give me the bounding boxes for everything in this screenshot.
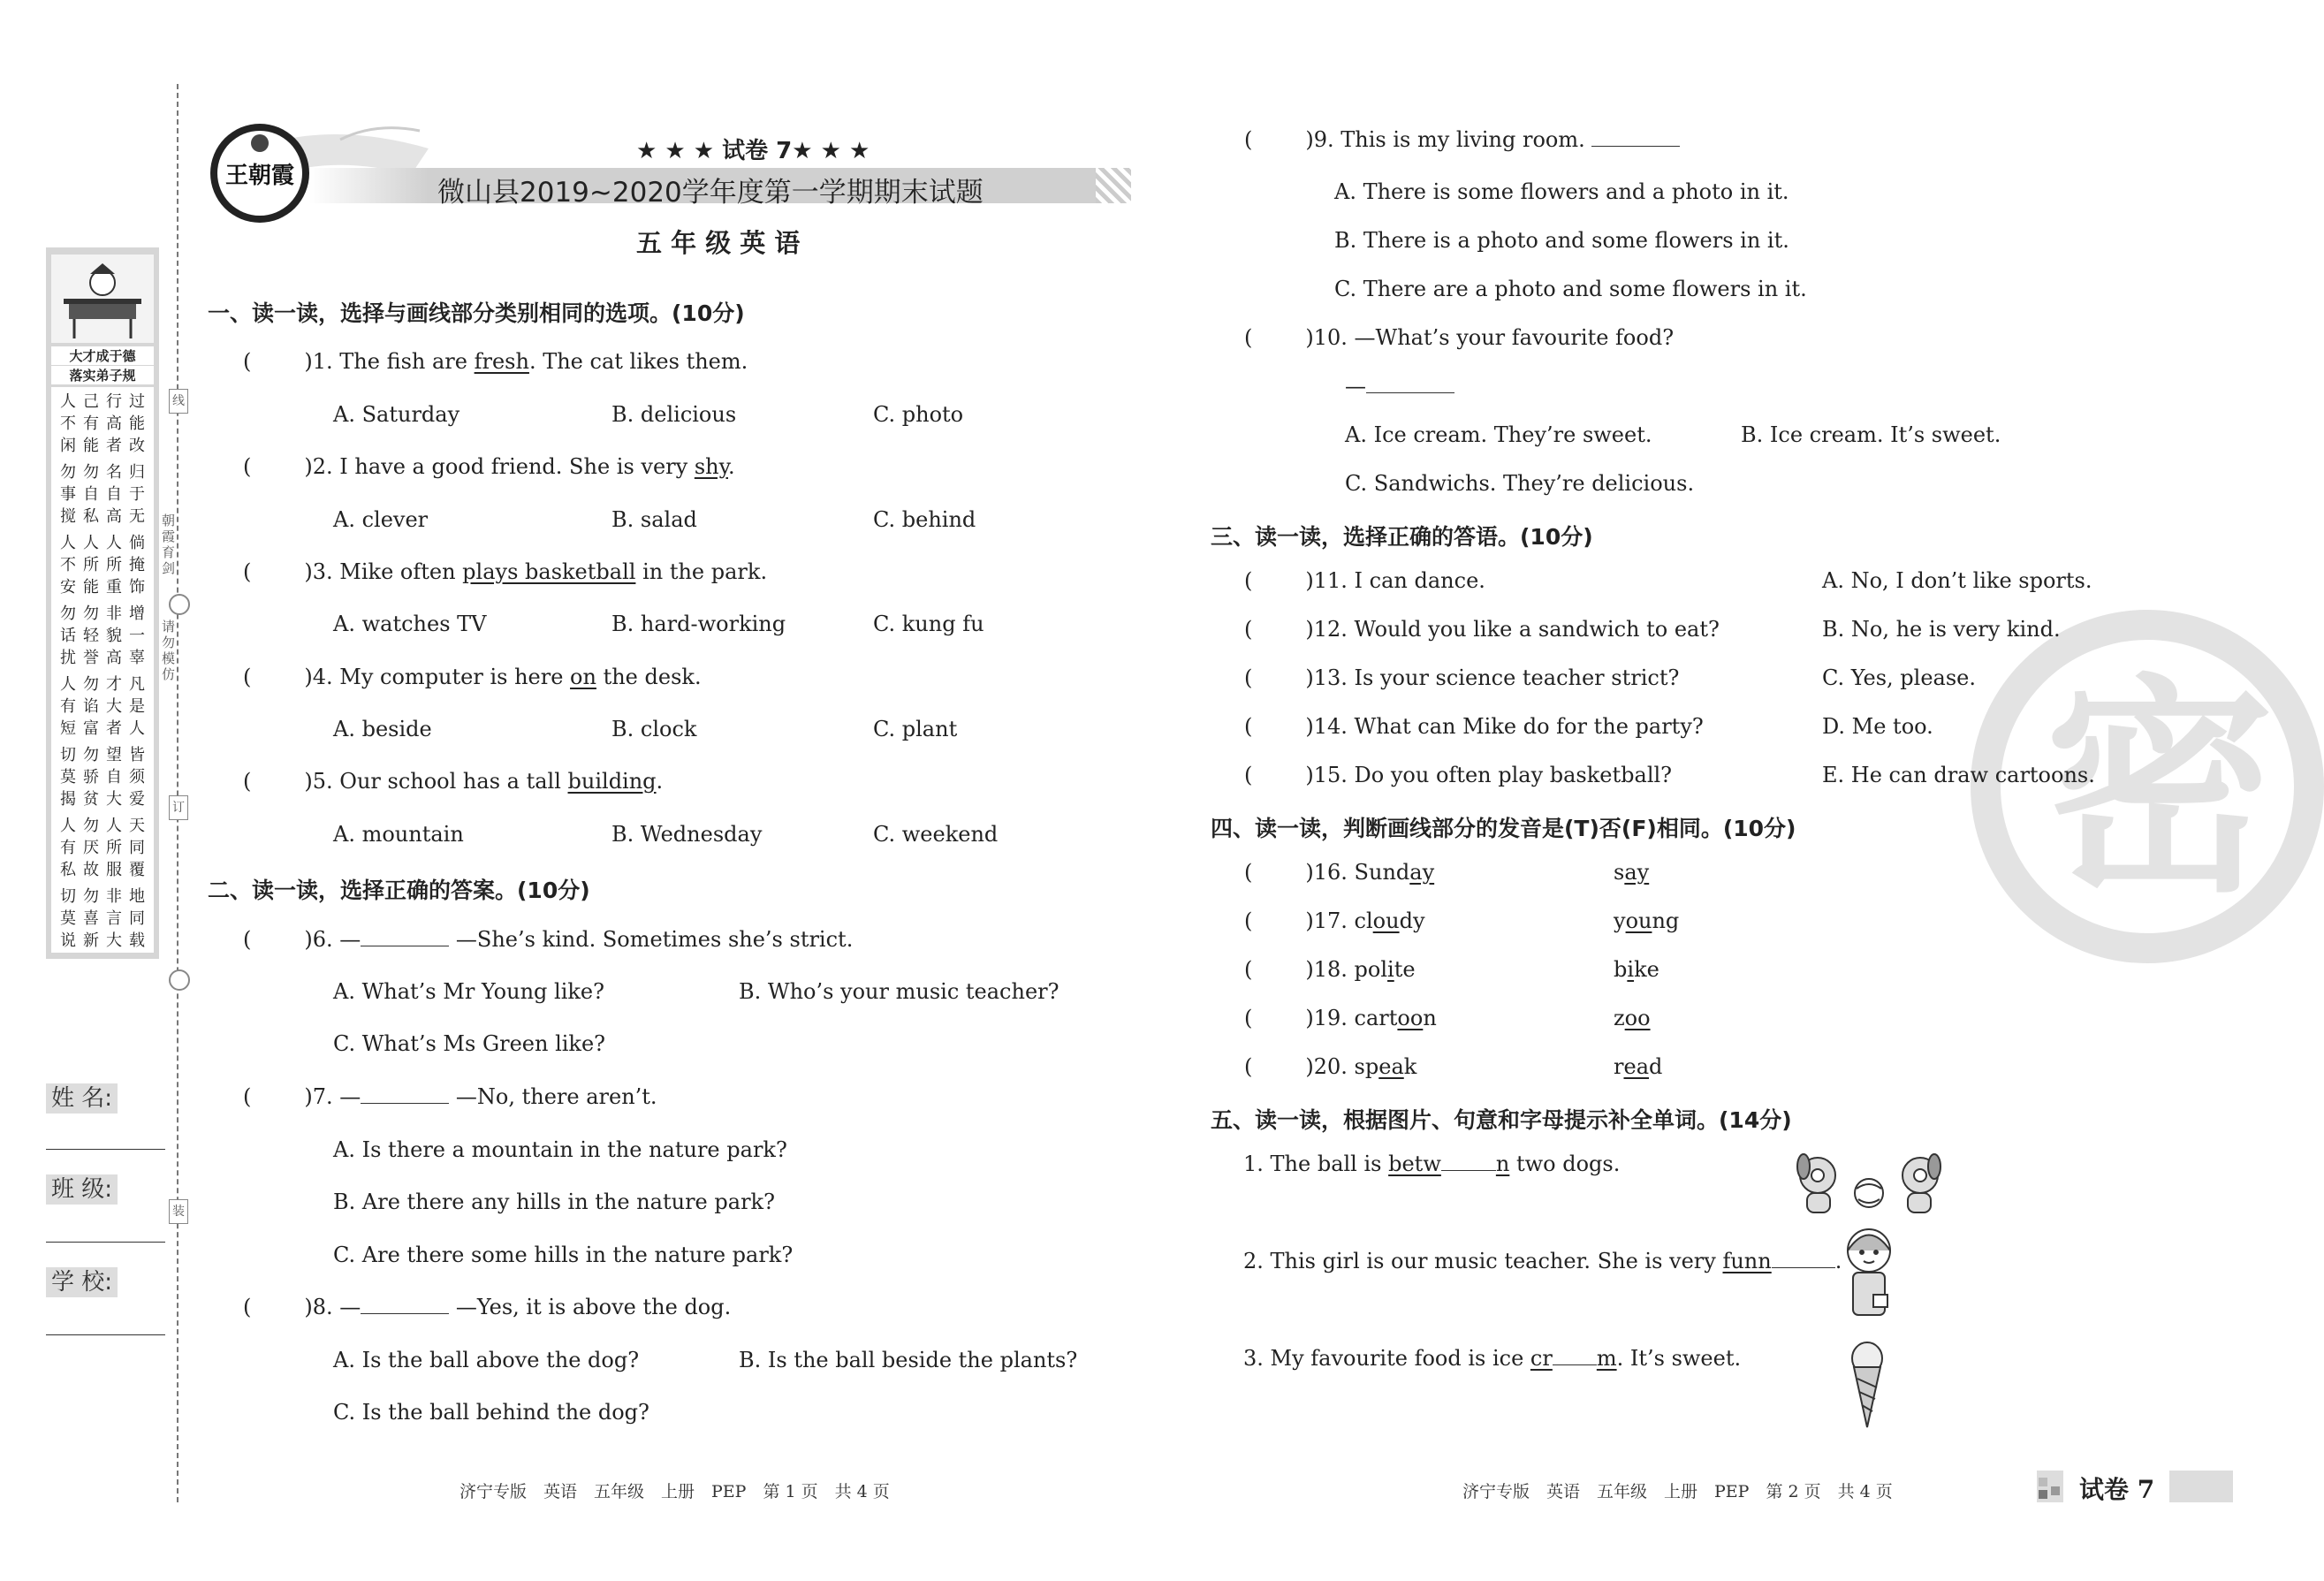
question-2: ( )2. I have a good friend. She is very shy.: [243, 454, 735, 479]
poem-line: 人人人倘: [60, 534, 152, 552]
option-1a[interactable]: A. Saturday: [333, 402, 460, 427]
poem-line: 人己行过: [60, 392, 152, 411]
name-field[interactable]: [46, 1149, 165, 1150]
option-8c[interactable]: C. Is the ball behind the dog?: [333, 1400, 649, 1425]
question-10: ( )10. —What’s your favourite food?: [1244, 325, 1675, 350]
school-field[interactable]: [46, 1334, 165, 1335]
seal-text: 密: [2045, 657, 2275, 924]
exam-label-bar: [2037, 1471, 2233, 1502]
side-note-2: 朝霞育剑: [162, 513, 176, 576]
poem-line: 不所所掩: [60, 556, 152, 574]
poem-line: 人勿人天: [60, 817, 152, 835]
compare-word-19: zoo: [1614, 1006, 1651, 1030]
side-note-3: 请勿模仿: [162, 619, 176, 682]
compare-word-16: say: [1614, 860, 1650, 885]
question-6: ( )6. — —She’s kind. Sometimes she’s strict.: [243, 927, 854, 952]
option-5b[interactable]: B. Wednesday: [611, 822, 763, 847]
class-label: 班 级:: [46, 1171, 118, 1204]
side-note-5: 装: [169, 1199, 188, 1224]
question-1: ( )1. The fish are fresh. The cat likes them.: [243, 349, 748, 374]
poem-line: 切勿非地: [60, 887, 152, 906]
poem-line: 勿勿名归: [60, 463, 152, 482]
question-20: ( )20. speak: [1244, 1054, 1417, 1079]
exam-badge: ★ ★ ★ 试卷 7★ ★ ★: [636, 138, 870, 164]
question-16: ( )16. Sunday: [1244, 860, 1435, 885]
poem-line: 事自自于: [60, 485, 152, 504]
answer-blank[interactable]: [361, 1296, 449, 1314]
poem-line: 闲能者改: [60, 437, 152, 455]
poem-line: 莫喜言同: [60, 909, 152, 928]
fill-item-2: 2. This girl is our music teacher. She is very funn .: [1243, 1249, 1842, 1273]
logo-text: 王朝霞: [224, 163, 294, 189]
poem-line: 揭贫大爱: [60, 790, 152, 809]
question-13: ( )13. Is your science teacher strict?: [1244, 665, 1680, 690]
option-6c[interactable]: C. What’s Ms Green like?: [333, 1031, 606, 1056]
binding-line: [177, 84, 178, 1502]
option-3b[interactable]: B. hard-working: [611, 612, 786, 636]
option-8a[interactable]: A. Is the ball above the dog?: [333, 1348, 640, 1372]
question-3: ( )3. Mike often plays basketball in the park.: [243, 559, 768, 584]
option-3a[interactable]: A. watches TV: [333, 612, 487, 636]
dog-icon: [1902, 1154, 1940, 1212]
motto-1: 大才成于德: [51, 346, 154, 365]
logo-seal: [210, 124, 309, 223]
option-6b[interactable]: B. Who’s your music teacher?: [739, 979, 1059, 1004]
poem-line: 搅私高无: [60, 507, 152, 526]
option-4b[interactable]: B. clock: [611, 717, 697, 741]
option-9b[interactable]: B. There is a photo and some flowers in it.: [1334, 228, 1789, 253]
poem-line: 扰誉高辜: [60, 649, 152, 667]
question-5: ( )5. Our school has a tall building.: [243, 769, 664, 794]
answer-option-a: A. No, I don’t like sports.: [1822, 568, 2092, 593]
answer-10: —: [1345, 374, 1454, 399]
poem-line: 话轻貌一: [60, 627, 152, 645]
option-1b[interactable]: B. delicious: [611, 402, 737, 427]
option-9a[interactable]: A. There is some flowers and a photo in it.: [1334, 179, 1789, 204]
part5-heading: 五、读一读，根据图片、句意和字母提示补全单词。(14分): [1211, 1107, 1792, 1133]
answer-option-c: C. Yes, please.: [1822, 665, 1976, 690]
school-label: 学 校:: [46, 1264, 118, 1296]
dogs-ball-picture: [1789, 1144, 1948, 1224]
question-19: ( )19. cartoon: [1244, 1006, 1437, 1030]
option-6a[interactable]: A. What’s Mr Young like?: [333, 979, 604, 1004]
answer-blank[interactable]: [361, 928, 449, 946]
question-18: ( )18. polite: [1244, 957, 1416, 982]
option-10b[interactable]: B. Ice cream. It’s sweet.: [1741, 422, 2001, 447]
poem-line: 有谄大是: [60, 697, 152, 716]
letter-blank[interactable]: [1553, 1347, 1597, 1365]
answer-blank[interactable]: [1591, 128, 1680, 147]
answer-option-e: E. He can draw cartoons.: [1822, 763, 2095, 787]
question-14: ( )14. What can Mike do for the party?: [1244, 714, 1704, 739]
compare-word-17: young: [1614, 908, 1680, 933]
question-17: ( )17. cloudy: [1244, 908, 1425, 933]
sidebar-panel: [46, 247, 159, 959]
poem-line: 不有高能: [60, 414, 152, 433]
option-7c[interactable]: C. Are there some hills in the nature park?: [333, 1243, 794, 1267]
poem-line: 切勿望皆: [60, 746, 152, 764]
answer-option-b: B. No, he is very kind.: [1822, 617, 2061, 642]
side-note-1: 线: [169, 389, 188, 414]
question-11: ( )11. I can dance.: [1244, 568, 1485, 593]
page-subtitle: 五 年 级 英 语: [636, 228, 801, 258]
question-7: ( )7. — —No, there aren’t.: [243, 1084, 657, 1109]
option-10a[interactable]: A. Ice cream. They’re sweet.: [1345, 422, 1652, 447]
option-4c[interactable]: C. plant: [873, 717, 958, 741]
ice-cream-picture: [1845, 1339, 1889, 1432]
part3-heading: 三、读一读，选择正确的答语。(10分): [1211, 524, 1593, 550]
dog-icon: [1797, 1154, 1835, 1212]
poem-line: 有厌所同: [60, 839, 152, 857]
option-4a[interactable]: A. beside: [333, 717, 432, 741]
part2-heading: 二、读一读，选择正确的答案。(10分): [208, 878, 590, 903]
scholar-icon: [51, 255, 154, 343]
option-9c[interactable]: C. There are a photo and some flowers in it.: [1334, 277, 1807, 301]
option-2c[interactable]: C. behind: [873, 507, 976, 532]
poem-line: 私故服覆: [60, 861, 152, 879]
motto-2: 落实弟子规: [51, 366, 154, 384]
fill-item-3: 3. My favourite food is ice cr m. It’s sweet.: [1243, 1346, 1742, 1371]
footer-right: 济宁专版 英语 五年级 上册 PEP 第 2 页 共 4 页: [1462, 1482, 1893, 1501]
option-2a[interactable]: A. clever: [333, 507, 429, 532]
answer-option-d: D. Me too.: [1822, 714, 1933, 739]
girl-teacher-picture: [1838, 1224, 1900, 1321]
option-2b[interactable]: B. salad: [611, 507, 697, 532]
poem-line: 短富者人: [60, 719, 152, 738]
binding-hole: [169, 969, 190, 991]
question-8: ( )8. — —Yes, it is above the dog.: [243, 1295, 732, 1319]
compare-word-20: read: [1614, 1054, 1663, 1079]
footer-left: 济宁专版 英语 五年级 上册 PEP 第 1 页 共 4 页: [459, 1482, 890, 1501]
answer-blank[interactable]: [1366, 375, 1454, 393]
option-7b[interactable]: B. Are there any hills in the nature park?: [333, 1190, 775, 1214]
exam-label: 试卷 7: [2079, 1475, 2155, 1504]
answer-blank[interactable]: [361, 1085, 449, 1104]
question-12: ( )12. Would you like a sandwich to eat?: [1244, 617, 1720, 642]
side-note-4: 订: [169, 795, 188, 820]
poem-line: 莫骄自须: [60, 768, 152, 787]
question-9: ( )9. This is my living room.: [1244, 127, 1680, 152]
class-field[interactable]: [46, 1242, 165, 1243]
fill-item-1: 1. The ball is betw n two dogs.: [1243, 1152, 1621, 1176]
poem-line: 勿勿非增: [60, 604, 152, 623]
poem-box: [51, 387, 154, 953]
part4-heading: 四、读一读，判断画线部分的发音是(T)否(F)相同。(10分): [1211, 816, 1796, 841]
poem-line: 人勿才凡: [60, 675, 152, 694]
question-15: ( )15. Do you often play basketball?: [1244, 763, 1673, 787]
option-1c[interactable]: C. photo: [873, 402, 964, 427]
letter-blank[interactable]: [1441, 1152, 1496, 1171]
letter-blank[interactable]: [1772, 1250, 1835, 1268]
option-7a[interactable]: A. Is there a mountain in the nature park?: [333, 1137, 787, 1162]
compare-word-18: bike: [1614, 957, 1659, 982]
title-banner-pattern: [1096, 168, 1131, 203]
name-label: 姓 名:: [46, 1080, 118, 1113]
option-10c[interactable]: C. Sandwichs. They’re delicious.: [1345, 471, 1695, 496]
binding-hole: [169, 594, 190, 615]
poem-line: 说新大载: [60, 931, 152, 950]
option-5a[interactable]: A. mountain: [333, 822, 464, 847]
part1-heading: 一、读一读，选择与画线部分类别相同的选项。(10分): [208, 300, 745, 326]
option-8b[interactable]: B. Is the ball beside the plants?: [739, 1348, 1078, 1372]
option-5c[interactable]: C. weekend: [873, 822, 999, 847]
question-4: ( )4. My computer is here on the desk.: [243, 665, 702, 689]
scholar-figure: [51, 255, 154, 343]
page-title: 微山县2019~2020学年度第一学期期末试题: [437, 177, 984, 209]
poem-line: 安能重饰: [60, 578, 152, 597]
option-3c[interactable]: C. kung fu: [873, 612, 984, 636]
ball-icon: [1855, 1179, 1883, 1207]
